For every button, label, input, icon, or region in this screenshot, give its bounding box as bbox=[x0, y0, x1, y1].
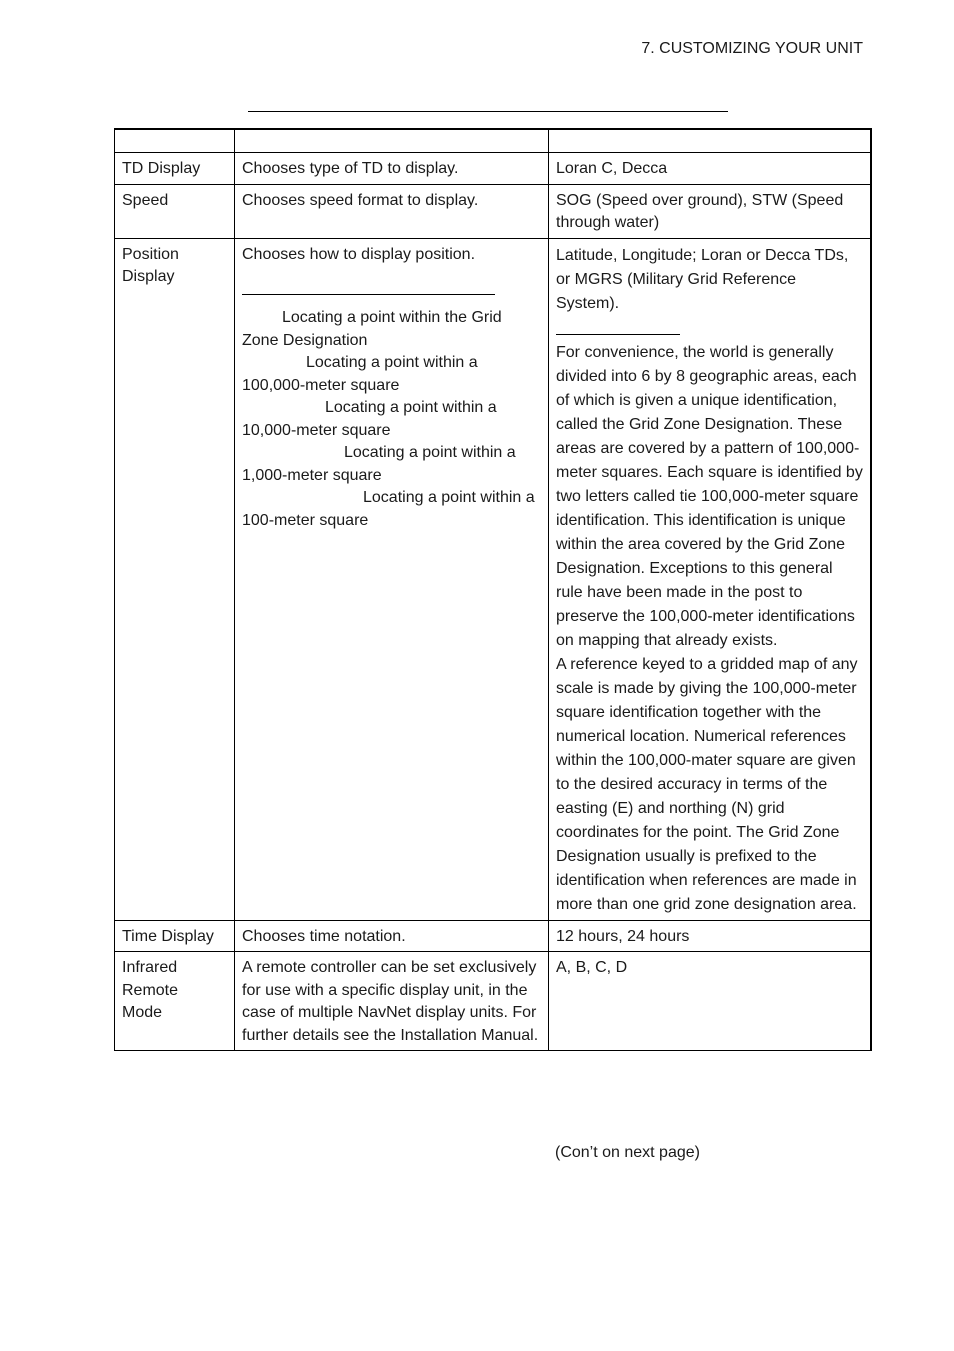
table-row bbox=[115, 238, 872, 920]
row-item: Time Display bbox=[115, 920, 235, 952]
row-options: Loran C, Decca bbox=[549, 153, 872, 185]
row-item: Infrared Remote Mode bbox=[115, 952, 235, 1051]
row-item: TD Display bbox=[115, 153, 235, 185]
position-options: Latitude, Longitude; Loran or Decca TDs, or MGRS (Military Grid Reference System). bbox=[556, 246, 849, 312]
row-options: A, B, C, D bbox=[549, 952, 872, 1051]
mgrs-note-paragraph: A reference keyed to a gridded map of any scale is made by giving the 100,000-meter square identification together with the numerical location. Numerical references within the 100,000-mater square are given to the desired accuracy in terms of the easting (E) and northing (N) grid coordinates for the point. The Grid Zone Designation usually is prefixed to the identification when references are made in more than one grid zone designation area. bbox=[556, 655, 858, 913]
running-header: 7. CUSTOMIZING YOUR UNIT bbox=[641, 40, 863, 57]
header-cell-description bbox=[235, 129, 549, 153]
mgrs-item: Locating a point within a 10,000-meter square bbox=[242, 399, 497, 439]
row-description: Chooses time notation. bbox=[235, 920, 549, 952]
row-description: Chooses speed format to display. bbox=[235, 184, 549, 238]
title-underline bbox=[248, 111, 728, 112]
row-options: SOG (Speed over ground), STW (Speed through water) bbox=[549, 184, 872, 238]
menu-table bbox=[114, 128, 872, 1051]
header-cell-item bbox=[115, 129, 235, 153]
mgrs-item: Locating a point within a 100,000-meter square bbox=[242, 354, 478, 394]
table-row bbox=[115, 952, 872, 1051]
row-options bbox=[549, 238, 872, 920]
mgrs-note-paragraph: For convenience, the world is generally divided into 6 by 8 geographic areas, each of which is given a unique identification, called the Grid Zone Designation. These areas are covered by a pattern of 100,000-meter squares. Each square is identified by two letters called tie 100,000-meter square identification. This identification is unique within the area covered by the Grid Zone Designation. Exceptions to this general rule have been made in the post to preserve the 100,000-meter identifications on mapping that already exists. bbox=[556, 343, 863, 649]
mgrs-item: Locating a point within the Grid Zone Designation bbox=[242, 309, 502, 349]
row-description: Chooses type of TD to display. bbox=[235, 153, 549, 185]
note-rule bbox=[556, 334, 680, 335]
row-item: Position Display bbox=[115, 238, 235, 920]
header-cell-options bbox=[549, 129, 872, 153]
row-description: A remote controller can be set exclusively for use with a specific display unit, in the case of multiple NavNet display units. For further details see the Installation Manual. bbox=[235, 952, 549, 1051]
mgrs-table-rule bbox=[242, 294, 495, 295]
continued-note: (Con’t on next page) bbox=[555, 1144, 700, 1161]
mgrs-item: Locating a point within a 1,000-meter square bbox=[242, 444, 516, 484]
row-options: 12 hours, 24 hours bbox=[549, 920, 872, 952]
row-item: Speed bbox=[115, 184, 235, 238]
row-description bbox=[235, 238, 549, 920]
table-row bbox=[115, 153, 872, 185]
position-description: Chooses how to display position. bbox=[242, 245, 476, 263]
table-row bbox=[115, 184, 872, 238]
mgrs-item: Locating a point within a 100-meter square bbox=[242, 489, 535, 529]
table-header-row bbox=[115, 129, 872, 153]
table-row bbox=[115, 920, 872, 952]
